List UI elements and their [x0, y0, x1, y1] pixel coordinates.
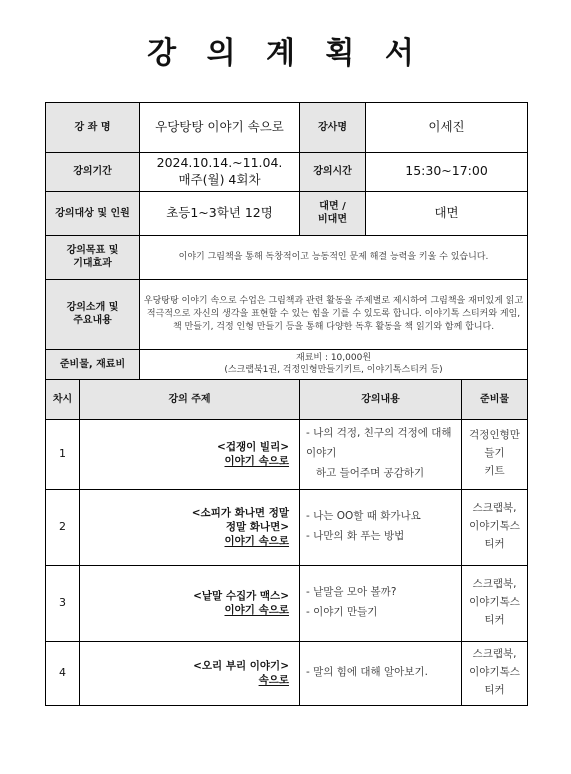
content-line: 하고 들어주며 공감하기	[316, 467, 425, 480]
session-number: 4	[46, 641, 80, 705]
period-schedule: 매주(월) 4회차	[178, 171, 261, 187]
period-label: 강의기간	[46, 153, 140, 192]
intro-label-line1: 강의소개 및	[66, 301, 119, 313]
intro-label	[46, 279, 140, 349]
prep-line: 키트	[484, 465, 505, 478]
target-label: 강의대상 및 인원	[46, 191, 140, 235]
content-line: - 나의 걱정, 친구의 걱정에 대해 이야기	[306, 427, 452, 460]
session-content	[300, 419, 462, 489]
session-topic	[80, 489, 300, 565]
session-prep	[462, 419, 528, 489]
prep-line: 스크랩북,	[472, 648, 517, 661]
course-name-value: 우당탕탕 이야기 속으로	[140, 103, 300, 153]
intro-value: 우당탕탕 이야기 속으로 수업은 그림책과 관련 활동을 주제별로 제시하여 그림책을 재미있게 읽고 적극적으로 자신의 생각을 표현할 수 있는 힘을 기를 수 있도록 합니다. 이야기톡 스티커와 게임, 책 만들기, 걱정 인형 만들기 등을 통해 다양한 독후 활동을 책 읽기와 함께 합니다.	[140, 279, 528, 349]
materials-label: 준비물, 재료비	[46, 349, 140, 379]
session-number: 2	[46, 489, 80, 565]
instructor-label: 강사명	[300, 103, 366, 153]
session-topic	[80, 419, 300, 489]
table-row	[46, 489, 528, 565]
session-header: 차시	[46, 379, 80, 419]
session-topic	[80, 565, 300, 641]
prep-line: 스크랩북,	[472, 578, 517, 591]
target-value: 초등1~3학년 12명	[140, 191, 300, 235]
content-line: - 낱말을 모아 볼까?	[306, 586, 397, 599]
prep-line: 걱정인형만들기	[469, 429, 520, 460]
session-content	[300, 565, 462, 641]
table-row	[46, 419, 528, 489]
materials-items: (스크랩북1권, 걱정인형만들기키트, 이야기톡스티커 등)	[224, 365, 443, 376]
goal-value: 이야기 그림책을 통해 독창적이고 능동적인 문제 해결 능력을 키울 수 있습니다.	[140, 235, 528, 279]
materials-fee: 재료비 : 10,000원	[296, 353, 372, 364]
content-line: - 말의 힘에 대해 알아보기.	[306, 666, 428, 679]
content-line: - 나만의 화 푸는 방법	[306, 530, 405, 543]
course-name-label: 강 좌 명	[46, 103, 140, 153]
topic-book-title-cont: 정말 화나면>	[225, 521, 290, 534]
prep-line: 이야기톡스티커	[469, 520, 520, 551]
topic-book-title: <낱말 수집가 맥스>	[193, 590, 290, 603]
mode-value: 대면	[366, 191, 528, 235]
topic-subtitle: 이야기 속으로	[224, 455, 290, 468]
session-prep	[462, 565, 528, 641]
goal-label-line1: 강의목표 및	[66, 244, 119, 256]
session-topic	[80, 641, 300, 705]
mode-label	[300, 191, 366, 235]
goal-label	[46, 235, 140, 279]
period-dates: 2024.10.14.~11.04.	[156, 155, 283, 170]
mode-label-line1: 대면 /	[319, 200, 346, 212]
intro-label-line2: 주요내용	[73, 315, 112, 327]
table-row	[46, 641, 528, 705]
session-number: 1	[46, 419, 80, 489]
session-content	[300, 489, 462, 565]
prep-line: 스크랩북,	[472, 502, 517, 515]
session-number: 3	[46, 565, 80, 641]
prep-line: 이야기톡스티커	[469, 666, 520, 697]
mode-label-line2: 비대면	[318, 214, 347, 226]
topic-book-title: <소피가 화나면 정말	[191, 506, 290, 519]
topic-subtitle: 이야기 속으로	[224, 535, 290, 548]
topic-book-title: <오리 부리 이야기>	[193, 660, 290, 673]
lecture-plan-table	[45, 102, 528, 706]
materials-value	[140, 349, 528, 379]
table-row	[46, 565, 528, 641]
topic-subtitle: 이야기 속으로	[224, 604, 290, 617]
period-value	[140, 153, 300, 192]
goal-label-line2: 기대효과	[73, 258, 112, 270]
time-label: 강의시간	[300, 153, 366, 192]
instructor-value: 이세진	[366, 103, 528, 153]
prep-header: 준비물	[462, 379, 528, 419]
session-content	[300, 641, 462, 705]
time-value: 15:30~17:00	[366, 153, 528, 192]
session-prep	[462, 489, 528, 565]
topic-book-title: <겁쟁이 빌리>	[217, 441, 290, 454]
topic-subtitle: 속으로	[258, 674, 290, 687]
prep-line: 이야기톡스티커	[469, 596, 520, 627]
session-prep	[462, 641, 528, 705]
content-line: - 이야기 만들기	[306, 606, 378, 619]
content-line: - 나는 OO할 때 화가나요	[306, 510, 421, 523]
document-title: 강 의 계 획 서	[147, 36, 424, 71]
topic-header: 강의 주제	[80, 379, 300, 419]
content-header: 강의내용	[300, 379, 462, 419]
